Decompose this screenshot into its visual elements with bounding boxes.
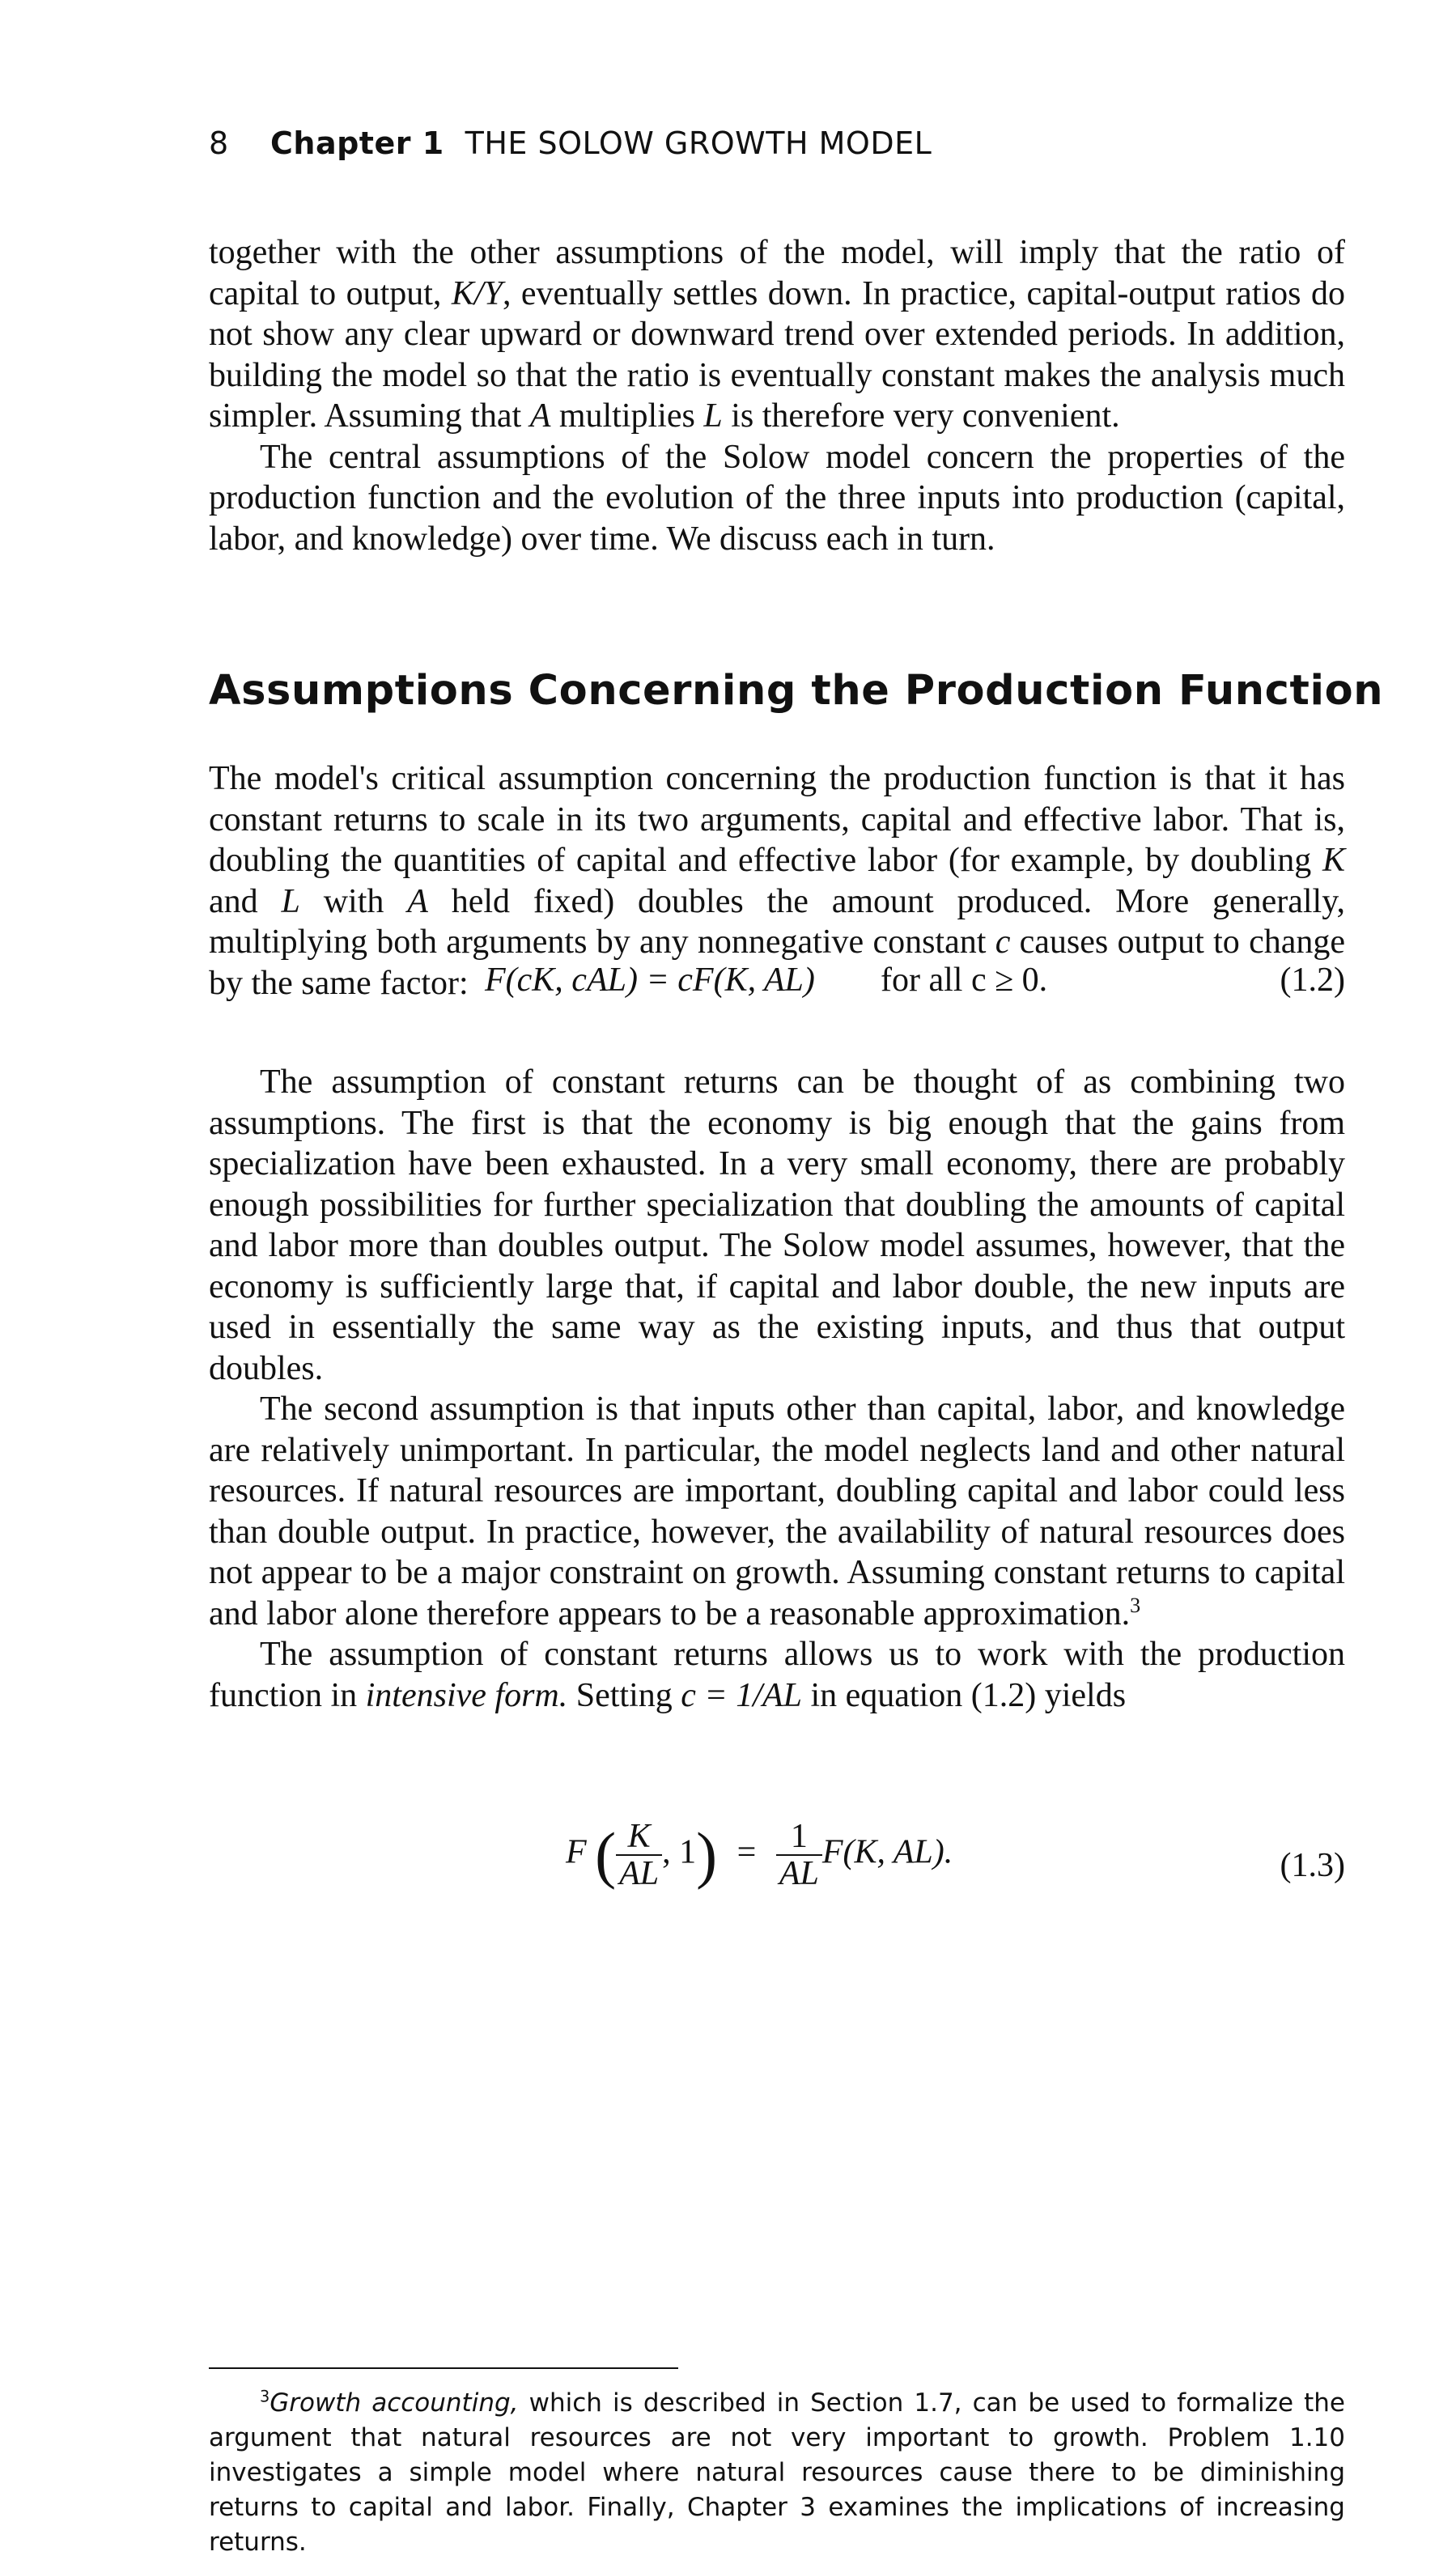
section-paragraph-4: The assumption of constant returns allows us to work with the production function in intensive form. Setting c = 1/AL in equation (1.2) yields [209,1636,1345,1714]
equation-1-3-expression: F ( $\frac{K}{AL}$ , 1) = $\frac{1}{AL}$ F(K, AL). [566,1818,953,1892]
chapter-label: Chapter 1 [270,125,444,161]
equation-1-2-condition: for all c ≥ 0. [881,962,1048,999]
page-number: 8 [209,125,229,161]
section-body [209,1062,1345,1716]
footnote-number: 3 [260,2387,270,2406]
footnote: $^3$Growth accounting, which is described in Section 1.7, can be used to formalize the argument that natural resources are not very important to growth. Problem 1.10 investigates a simple model where natural resources cause there to be diminishing returns to capital and labor. Finally, Chapter 3 examines the implications of increasing returns. [209,2387,1345,2557]
intro-paragraph-1: together with the other assumptions of the model, will imply that the ratio of capital to output, K/Y, eventually settles down. In practice, capital-output ratios do not show any clear upward or downward trend over extended periods. In addition, building the model so that the ratio is eventually constant makes the analysis much simpler. Assuming that A multiplies L is therefore very convenient. [209,234,1345,435]
section-heading: Assumptions Concerning the Production Function [209,667,1384,715]
intro-text [209,232,1345,559]
equation-1-3-number: (1.3) [1280,1847,1345,1884]
equation-1-2-number: (1.2) [1280,962,1345,999]
equation-1-2-expression: F(cK, cAL) = cF(K, AL) [485,962,815,999]
footnote-marker: 3 [1130,1593,1141,1617]
equation-1-3 [209,1819,1345,1916]
section-paragraph-3: The second assumption is that inputs other than capital, labor, and knowledge are relatively unimportant. In particular, the model neglects land and other natural resources. If natural resources are important, doubling capital and labor could less than double output. In practice, however, the availability of natural resources does not appear to be a major constraint on growth. Assuming constant returns to capital and labor alone therefore appears to be a reasonable approximation.$^3$ [209,1390,1345,1632]
ratio-k-over-y: K/Y [451,274,503,312]
intro-paragraph-2: The central assumptions of the Solow model concern the properties of the production function and the evolution of the three inputs into production (capital, labor, and knowledge) over time. We discuss each in turn. [209,438,1345,558]
section-paragraph-1: The model's critical assumption concerning the production function is that it has constant returns to scale in its two arguments, capital and effective labor. That is, doubling the quantities of capital and effective labor (for example, by doubling K and L with A held fixed) doubles the amount produced. More generally, multiplying both arguments by any nonnegative constant c causes output to change by the same factor: [209,760,1345,1002]
section-paragraph-2: The assumption of constant returns can be thought of as combining two assumptions. The first is that the economy is big enough that the gains from specialization have been exhausted. In a very small economy, there are probably enough possibilities for further specialization that doubling the amounts of capital and labor more than doubles output. The Solow model assumes, however, that the economy is sufficiently large that, if capital and labor double, the new inputs are used in essentially the same way as the existing inputs, and thus that output doubles. [209,1063,1345,1387]
chapter-title: THE SOLOW GROWTH MODEL [465,125,932,161]
equation-1-2 [209,961,1345,1009]
footnote-rule [209,2367,678,2369]
running-head [209,125,932,161]
